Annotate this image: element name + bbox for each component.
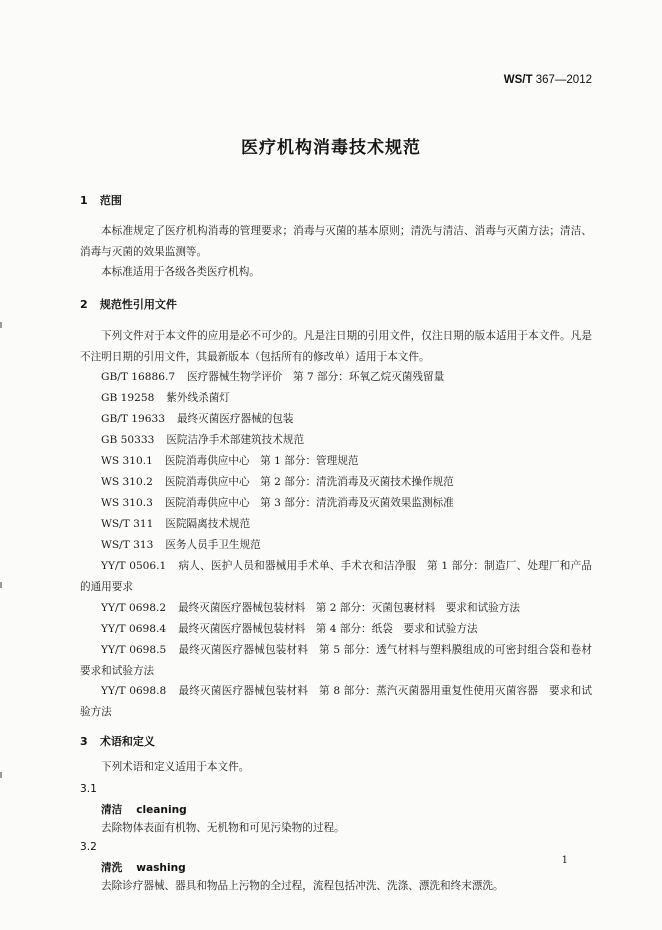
reference-title: 最终灭菌医疗器械的包装	[176, 413, 294, 425]
reference-item	[80, 367, 592, 388]
term-en: cleaning	[136, 804, 187, 816]
section-heading	[80, 192, 122, 208]
reference-item	[80, 535, 592, 556]
reference-code: YY/T 0698.4	[101, 623, 167, 635]
paragraph: 下列文件对于本文件的应用是必不可少的。凡是注日期的引用文件，仅注日期的版本适用于本文件。凡是不注明日期的引用文件，其最新版本（包括所有的修改单）适用于本文件。	[80, 330, 592, 363]
reference-item	[80, 388, 592, 409]
reference-code: GB 19258	[101, 392, 155, 404]
reference-code: YY/T 0698.2	[101, 602, 167, 614]
reference-title: 最终灭菌医疗器械包装材料 第 2 部分：灭菌包裹材料 要求和试验方法	[178, 602, 520, 614]
section-heading	[80, 733, 155, 749]
document-title: 医疗机构消毒技术规范	[241, 138, 421, 158]
reference-code: WS 310.3	[101, 497, 153, 509]
reference-title: 病人、医护人员和器械用手术单、手术衣和洁净服 第 1 部分：制造厂、处理厂和产品的通用要求	[80, 560, 592, 593]
scan-edge-mark	[0, 322, 2, 328]
scan-edge-mark	[0, 772, 2, 778]
reference-code: WS/T 313	[101, 539, 154, 551]
reference-title: 医院消毒供应中心 第 2 部分：清洗消毒及灭菌技术操作规范	[164, 476, 454, 488]
reference-code: GB/T 19633	[101, 413, 165, 425]
paragraph: 本标准规定了医疗机构消毒的管理要求；消毒与灭菌的基本原则；清洗与清洁、消毒与灭菌方法；清洁、消毒与灭菌的效果监测等。	[80, 225, 592, 258]
term-definition: 去除诊疗器械、器具和物品上污物的全过程，流程包括冲洗、洗涤、漂洗和终末漂洗。	[101, 880, 504, 892]
term-number: 3.2	[80, 841, 97, 853]
section-title: 规范性引用文件	[99, 298, 177, 311]
reference-item	[80, 598, 592, 619]
section-number: 1	[80, 194, 88, 207]
reference-item	[80, 556, 592, 598]
reference-title: 医院隔离技术规范	[165, 518, 251, 530]
reference-code: YY/T 0506.1	[101, 560, 167, 572]
term-zh: 清洁	[101, 804, 123, 816]
term-en: washing	[136, 862, 186, 874]
reference-code: YY/T 0698.8	[101, 685, 167, 697]
scan-edge-mark	[0, 582, 2, 588]
reference-item	[80, 493, 592, 514]
reference-code: GB 50333	[101, 434, 155, 446]
reference-title: 医院洁净手术部建筑技术规范	[166, 434, 305, 446]
reference-item	[80, 451, 592, 472]
term-definition: 去除物体表面有机物、无机物和可见污染物的过程。	[101, 822, 345, 834]
standard-prefix: WS/T	[503, 74, 533, 86]
reference-title: 最终灭菌医疗器械包装材料 第 4 部分：纸袋 要求和试验方法	[178, 623, 478, 635]
paragraph: 下列术语和定义适用于本文件。	[101, 761, 250, 773]
term-heading	[101, 860, 186, 875]
standard-code	[504, 74, 592, 86]
reference-code: GB/T 16886.7	[101, 371, 176, 383]
section-number: 2	[80, 298, 88, 311]
reference-title: 医疗器械生物学评价 第 7 部分：环氧乙烷灭菌残留量	[187, 371, 445, 383]
reference-item	[80, 514, 592, 535]
reference-title: 医院消毒供应中心 第 3 部分：清洗消毒及灭菌效果监测标准	[164, 497, 454, 509]
page-number: 1	[561, 855, 568, 866]
reference-title: 紫外线杀菌灯	[166, 392, 230, 404]
term-zh: 清洗	[101, 862, 123, 874]
paragraph: 本标准适用于各级各类医疗机构。	[101, 266, 260, 278]
reference-code: WS/T 311	[101, 518, 154, 530]
reference-item	[80, 409, 592, 430]
reference-item	[80, 472, 592, 493]
reference-code: YY/T 0698.5	[101, 644, 167, 656]
section-number: 3	[80, 735, 88, 748]
section-title: 术语和定义	[99, 735, 155, 748]
standard-number: 367—2012	[535, 74, 592, 86]
section-heading	[80, 296, 177, 312]
term-heading	[101, 802, 187, 817]
reference-code: WS 310.2	[101, 476, 153, 488]
term-number: 3.1	[80, 783, 97, 795]
reference-item	[80, 619, 592, 640]
reference-title: 最终灭菌医疗器械包装材料 第 8 部分：蒸汽灭菌器用重复性使用灭菌容器 要求和试验方法	[80, 685, 592, 718]
reference-title: 医院消毒供应中心 第 1 部分：管理规范	[164, 455, 359, 467]
reference-code: WS 310.1	[101, 455, 153, 467]
reference-title: 医务人员手卫生规范	[165, 539, 261, 551]
reference-item	[80, 681, 592, 723]
reference-title: 最终灭菌医疗器械包装材料 第 5 部分：透气材料与塑料膜组成的可密封组合袋和卷材 要求和试验方法	[80, 644, 603, 677]
reference-item	[80, 430, 592, 451]
reference-item	[80, 640, 603, 682]
section-title: 范围	[99, 194, 122, 207]
